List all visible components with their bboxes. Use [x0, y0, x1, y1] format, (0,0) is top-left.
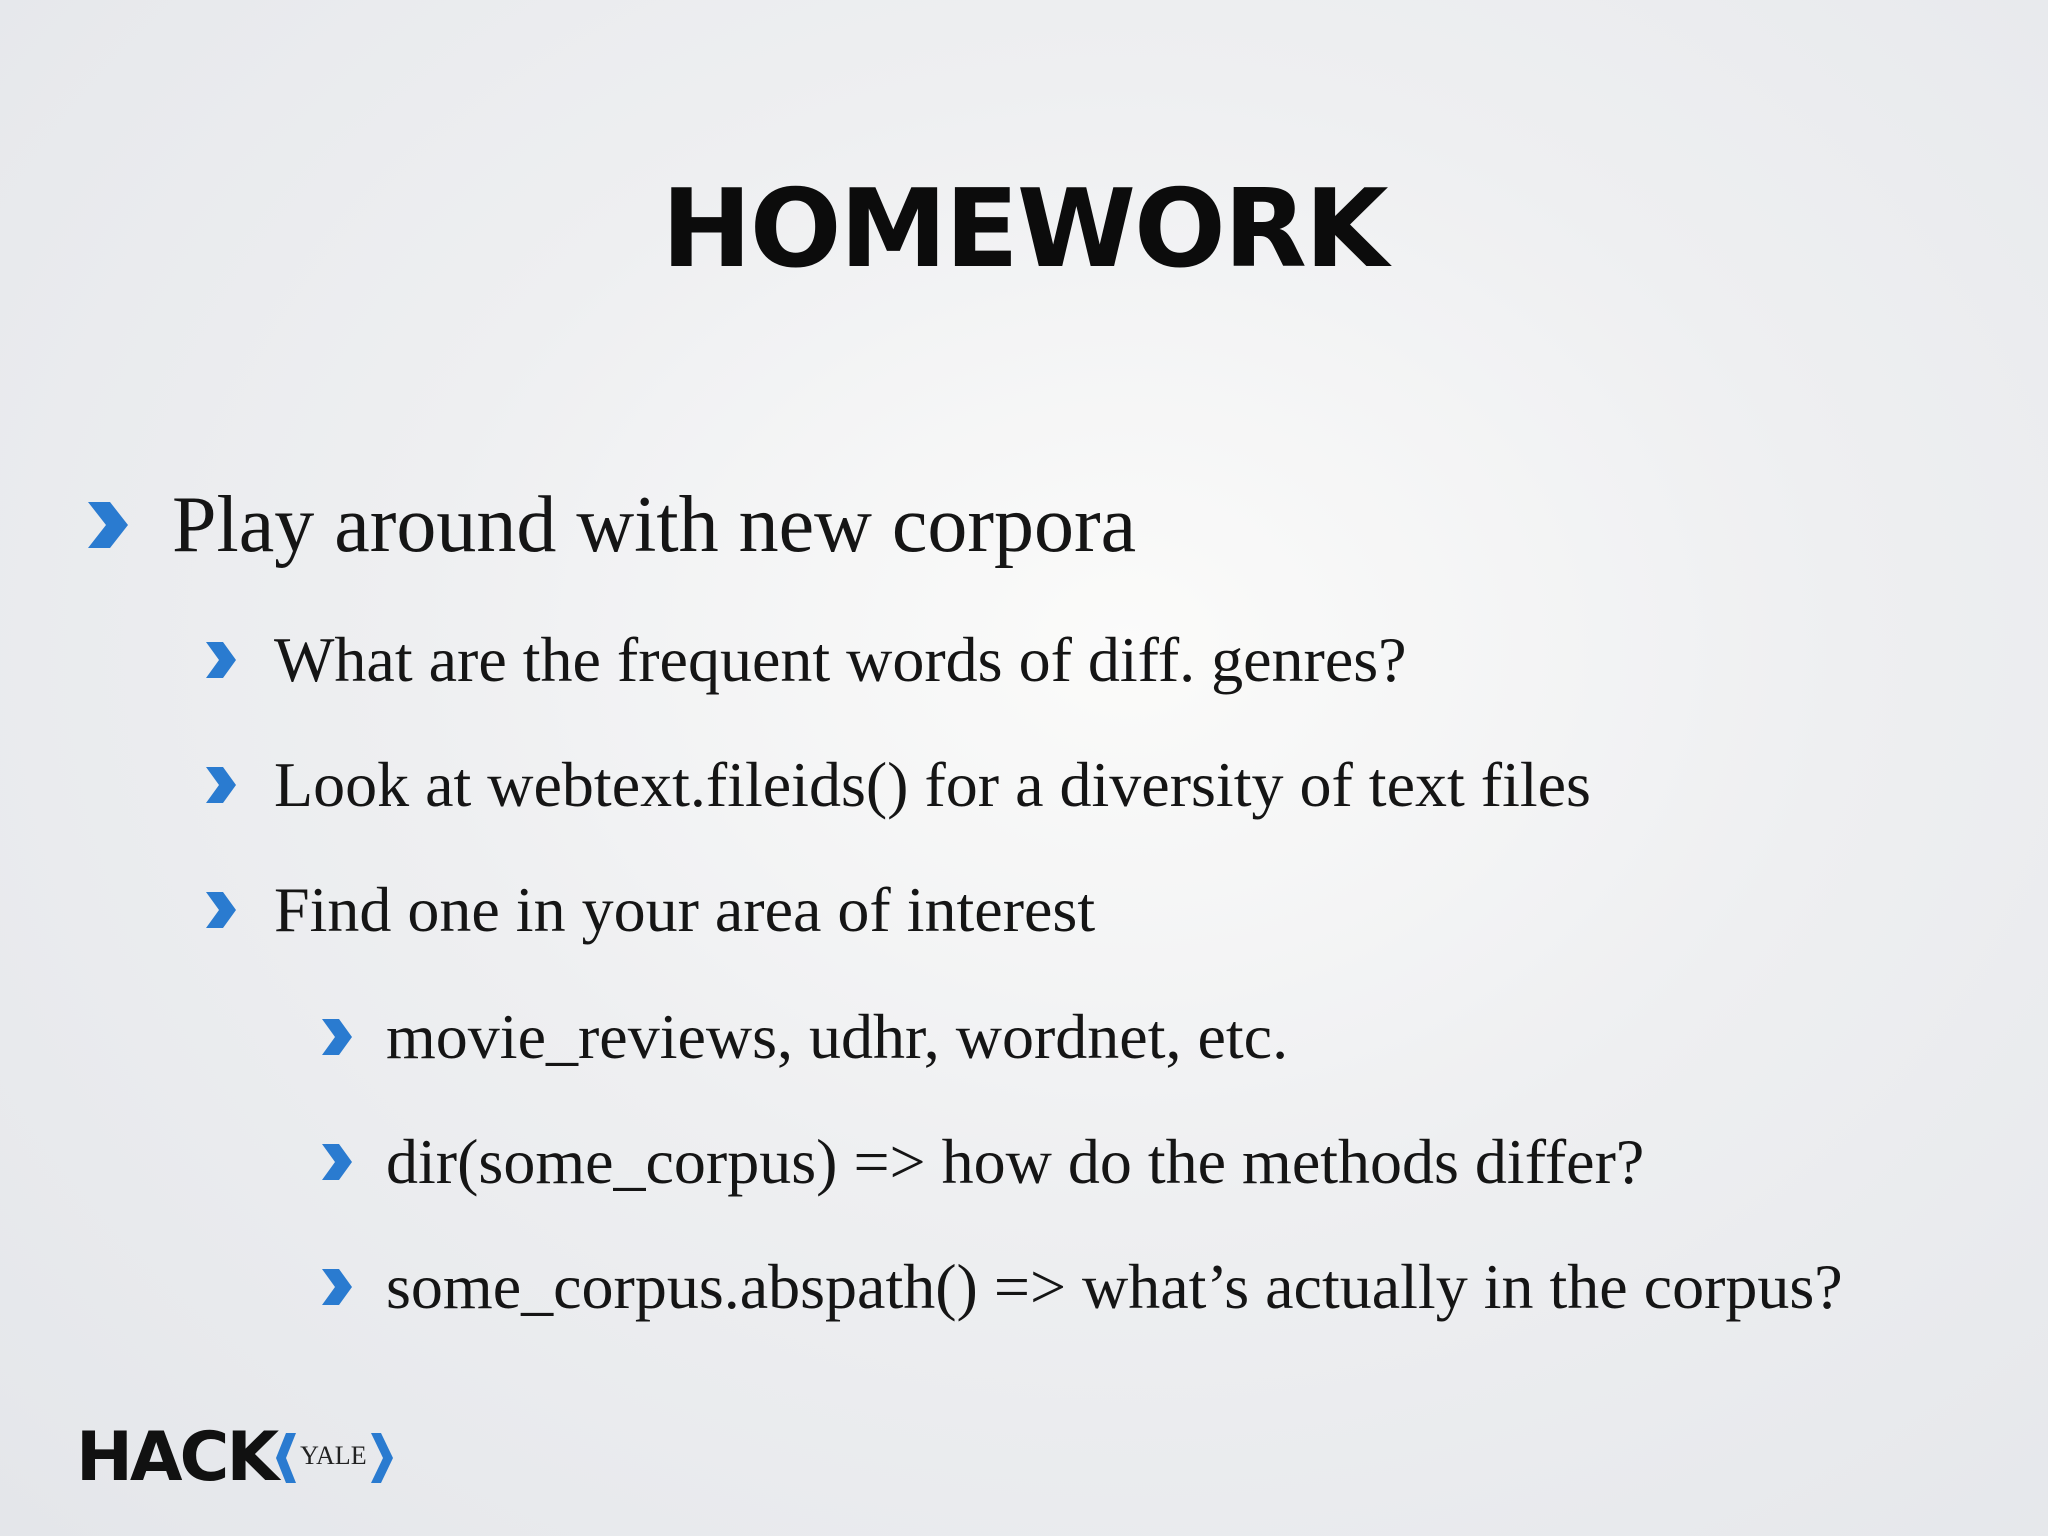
logo-chevron-right-icon: [369, 1431, 395, 1485]
bullet-text: Find one in your area of interest: [274, 874, 1096, 945]
bullet-item: [204, 620, 1407, 700]
hackyale-logo: [76, 1418, 395, 1498]
bullet-text: What are the frequent words of diff. genres?: [274, 624, 1407, 695]
bullet-item: [86, 475, 1136, 575]
logo-chevron-left-icon: [276, 1431, 298, 1485]
bullet-text: Play around with new corpora: [172, 480, 1137, 569]
logo-hack-text: HACK: [76, 1418, 277, 1497]
chevron-right-icon: [204, 640, 238, 680]
slide-title: HOMEWORK: [661, 167, 1387, 292]
bullet-text: some_corpus.abspath() => what’s actually in the corpus?: [386, 1251, 1843, 1322]
chevron-right-icon: [320, 1267, 354, 1307]
chevron-right-icon: [320, 1142, 354, 1182]
bullet-item: [320, 1247, 1843, 1327]
bullet-item: [204, 745, 1591, 825]
chevron-right-icon: [204, 765, 238, 805]
bullet-item: [320, 997, 1288, 1077]
chevron-right-icon: [320, 1017, 354, 1057]
bullet-item: [204, 870, 1095, 950]
bullet-text: movie_reviews, udhr, wordnet, etc.: [386, 1001, 1289, 1072]
bullet-text: dir(some_corpus) => how do the methods differ?: [386, 1126, 1645, 1197]
chevron-right-icon: [86, 500, 130, 550]
logo-yale-text: YALE: [300, 1441, 367, 1470]
bullet-text: Look at webtext.fileids() for a diversity of text files: [274, 749, 1591, 820]
bullet-item: [320, 1122, 1644, 1202]
chevron-right-icon: [204, 890, 238, 930]
